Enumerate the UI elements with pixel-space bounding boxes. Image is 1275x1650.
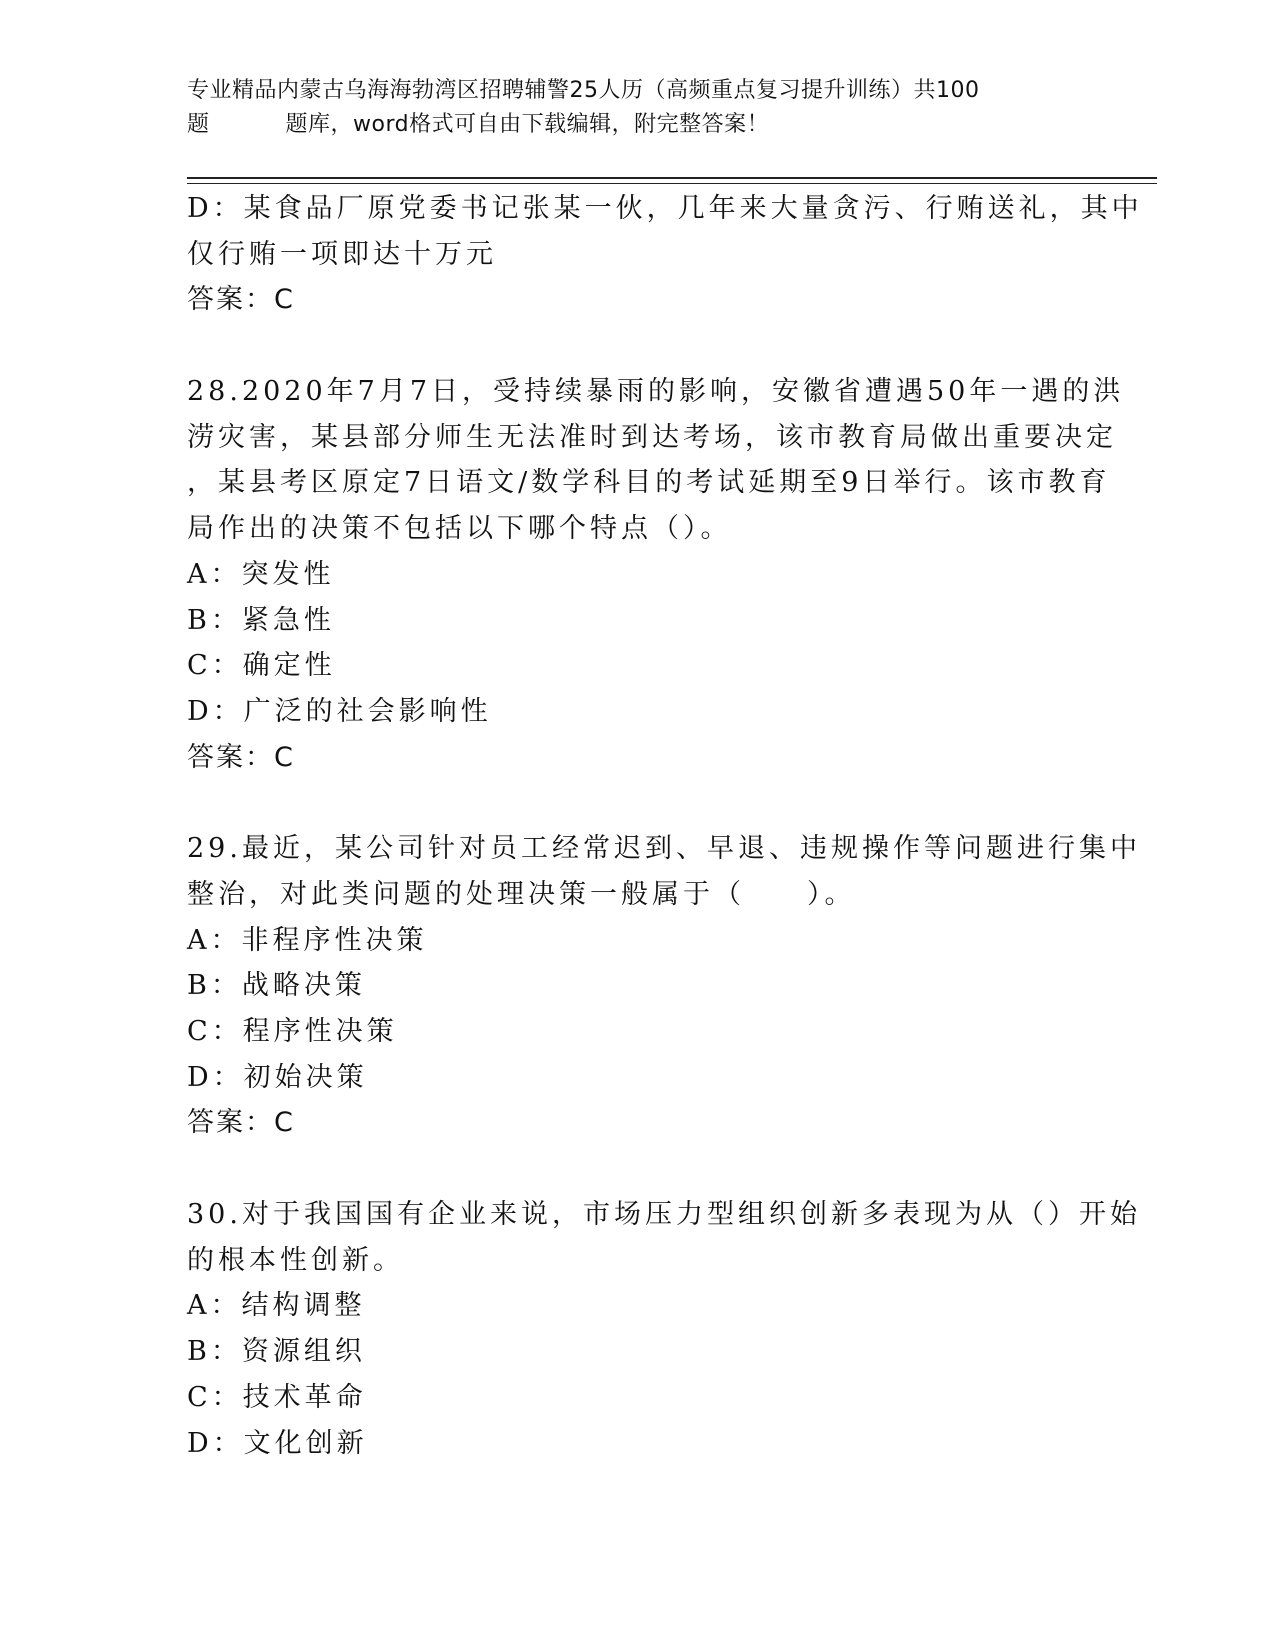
prev-answer: 答案：C (187, 284, 295, 316)
question-29 (187, 826, 1141, 1146)
q30-option-b: B：资源组织 (187, 1336, 366, 1368)
q30-stem-line2: 的根本性创新。 (187, 1244, 404, 1276)
q28-option-b: B：紧急性 (187, 604, 335, 636)
q29-answer: 答案：C (187, 1107, 295, 1139)
header-line2-head: 题 (187, 112, 210, 137)
q28-answer: 答案：C (187, 741, 295, 773)
q29-option-a: A：非程序性决策 (187, 924, 428, 956)
q30-option-a: A：结构调整 (187, 1290, 366, 1322)
q29-option-c: C：程序性决策 (187, 1016, 398, 1047)
q28-stem-line3: ，某县考区原定7日语文/数学科目的考试延期至9日举行。该市教育 (187, 467, 1111, 499)
question-content (187, 186, 1143, 1466)
question-30 (187, 1192, 1141, 1466)
q28-option-c: C：确定性 (187, 650, 336, 682)
spacer (187, 323, 1067, 369)
q30-option-d: D：文化创新 (187, 1427, 368, 1459)
q28-stem-line4: 局作出的决策不包括以下哪个特点（）。 (187, 513, 732, 545)
spacer (187, 1146, 1067, 1192)
q29-option-b: B：战略决策 (187, 970, 366, 1002)
prev-option-d-line2: 仅行贿一项即达十万元 (187, 238, 497, 270)
prev-option-d-line1: D：某食品厂原党委书记张某一伙，几年来大量贪污、行贿送礼，其中 (187, 193, 1143, 224)
q28-stem-line2: 涝灾害，某县部分师生无法准时到达考场，该市教育局做出重要决定 (187, 421, 1117, 453)
q28-stem-line1: 28.2020年7月7日，受持续暴雨的影响，安徽省遭遇50年一遇的洪 (187, 376, 1125, 408)
header-title-line1: 专业精品内蒙古乌海海勃湾区招聘辅警25人历（高频重点复习提升训练）共100 (187, 78, 980, 103)
spacer (187, 780, 1067, 826)
page-header (187, 74, 1087, 142)
q28-option-a: A：突发性 (187, 558, 335, 590)
header-divider-thick (187, 177, 1157, 179)
q29-option-d: D：初始决策 (187, 1061, 368, 1093)
q29-stem-line1: 29.最近，某公司针对员工经常迟到、早退、违规操作等问题进行集中 (187, 833, 1141, 865)
header-title-line2 (187, 108, 1087, 142)
header-line2-tail: 题库，word格式可自由下载编辑，附完整答案！ (285, 112, 770, 137)
q30-option-c: C：技术革命 (187, 1381, 367, 1413)
q29-stem-line2: 整治，对此类问题的处理决策一般属于（ ）。 (187, 878, 856, 910)
q30-stem-line1: 30.对于我国国有企业来说，市场压力型组织创新多表现为从（）开始 (187, 1199, 1141, 1231)
q28-option-d: D：广泛的社会影响性 (187, 695, 492, 727)
header-divider-thin (187, 183, 1157, 184)
question-28 (187, 369, 1125, 780)
